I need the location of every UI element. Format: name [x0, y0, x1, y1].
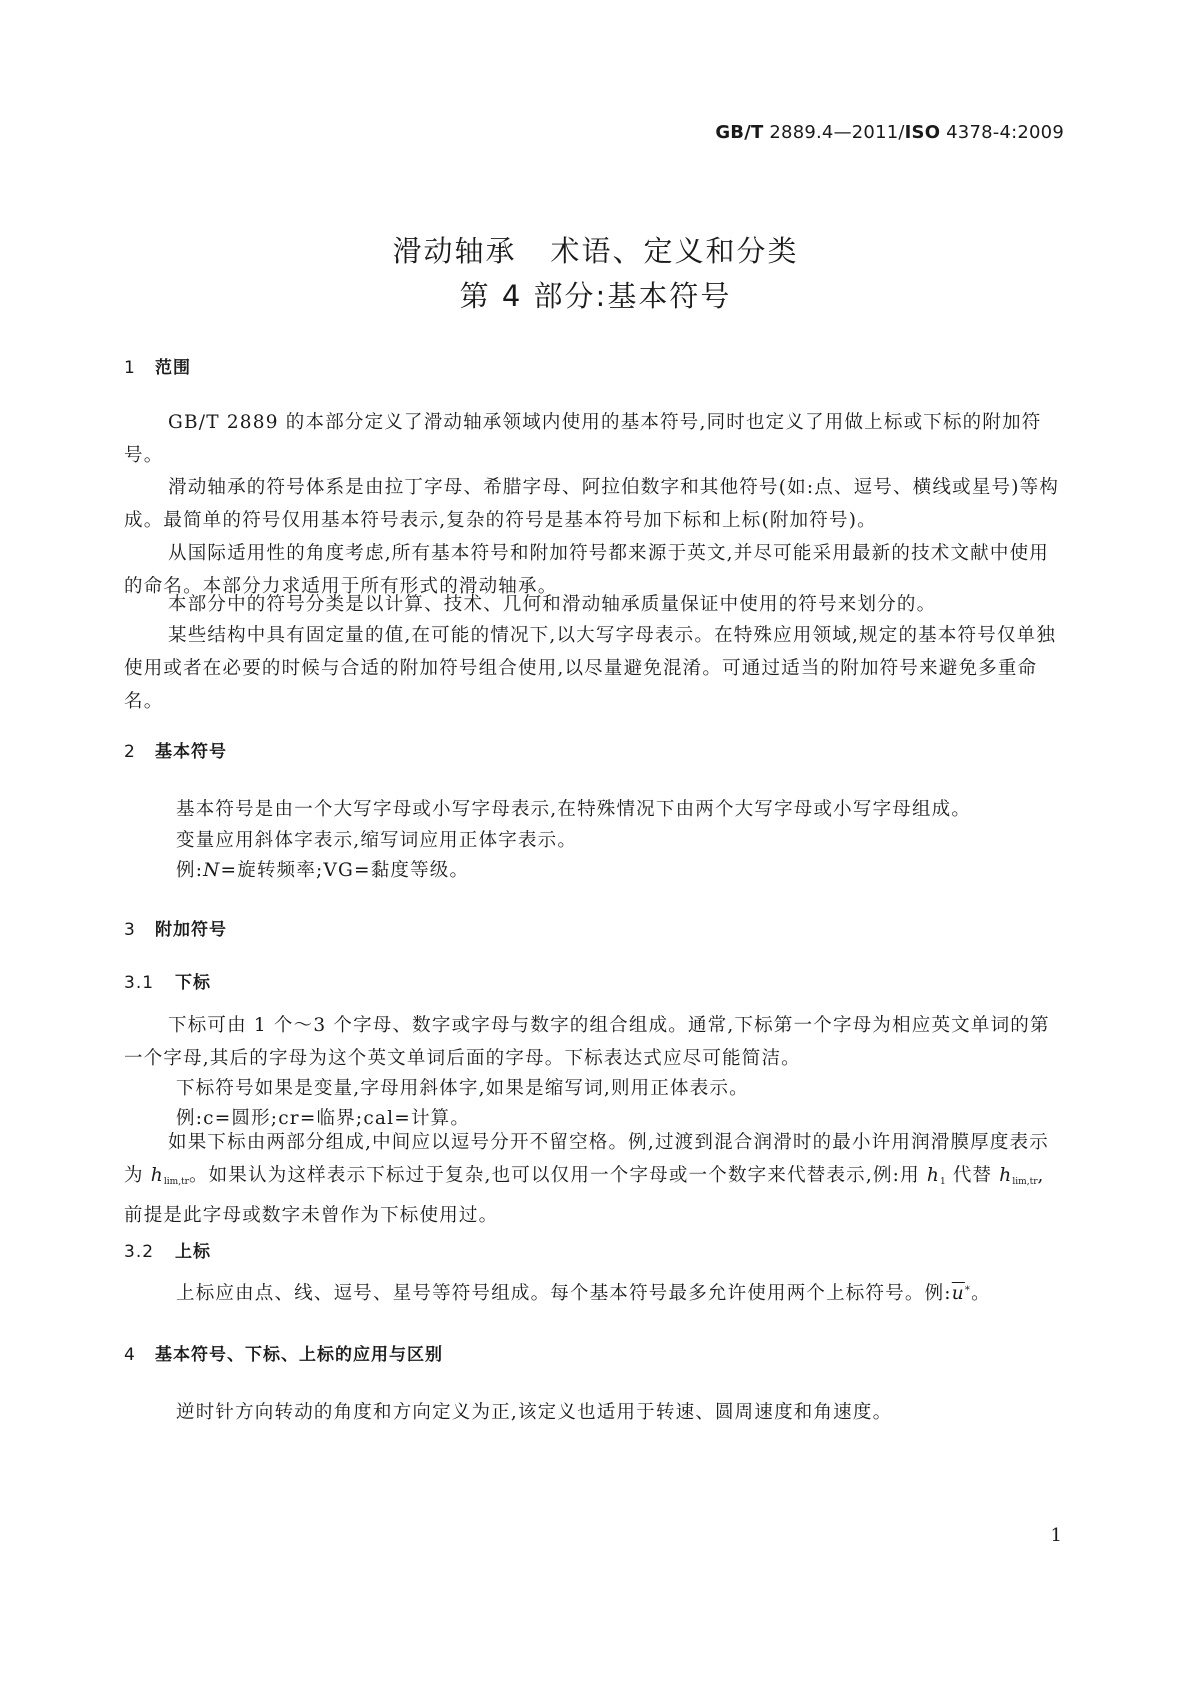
paragraph-basic-2: 变量应用斜体字表示,缩写词应用正体字表示。 [176, 830, 578, 851]
section-heading-3-2: 3.2 上标 [124, 1242, 211, 1262]
paragraph-superscript-1: 上标应由点、线、逗号、星号等符号组成。每个基本符号最多允许使用两个上标符号。例$:\overline{u}^*$。 [176, 1283, 991, 1304]
paragraph-scope-4: 本部分中的符号分类是以计算、技术、几何和滑动轴承质量保证中使用的符号来划分的。 [168, 594, 937, 615]
paragraph-subscript-1: 下标可由 1 个～3 个字母、数字或字母与数字的组合组成。通常,下标第一个字母为相应英文单词的第一个字母,其后的字母为这个英文单词后面的字母。下标表达式应尽可能简洁。 [124, 1015, 1050, 1069]
section-heading-3-1: 3.1 下标 [124, 973, 211, 993]
paragraph-subscript-3: 如果下标由两部分组成,中间应以逗号分开不留空格。例,过渡到混合润滑时的最小许用润滑膜厚度表示为 $h_{lim,tr}$。如果认为这样表示下标过于复杂,也可以仅用一个字母或一个数字来代替表示,例:用 $h_1$ 代替 $h_{lim,tr}$,前提是此字母或数字未曾作为下标使用过。 [124, 1132, 1049, 1226]
section-heading-4: 4 基本符号、下标、上标的应用与区别 [124, 1345, 443, 1365]
paragraph-subscript-example: 例:c=圆形;cr=临界;cal=计算。 [176, 1108, 471, 1129]
paragraph-scope-1: GB/T 2889 的本部分定义了滑动轴承领域内使用的基本符号,同时也定义了用做上标或下标的附加符号。 [124, 412, 1042, 466]
paragraph-basic-1: 基本符号是由一个大写字母或小写字母表示,在特殊情况下由两个大写字母或小写字母组成。 [176, 799, 972, 820]
section-heading-1: 1 范围 [124, 358, 191, 378]
document-title-line2: 第 4 部分:基本符号 [459, 279, 732, 313]
paragraph-scope-3: 从国际适用性的角度考虑,所有基本符号和附加符号都来源于英文,并尽可能采用最新的技术文献中使用的命名。本部分力求适用于所有形式的滑动轴承。 [124, 543, 1049, 597]
document-title-line1: 滑动轴承 术语、定义和分类 [392, 234, 799, 268]
section-heading-3: 3 附加符号 [124, 920, 227, 940]
paragraph-application-1: 逆时针方向转动的角度和方向定义为正,该定义也适用于转速、圆周速度和角速度。 [176, 1402, 893, 1423]
page-number: 1 [1050, 1525, 1062, 1546]
standard-code: GB/T 2889.4—2011/ISO 4378-4:2009 [715, 122, 1064, 143]
paragraph-scope-5: 某些结构中具有固定量的值,在可能的情况下,以大写字母表示。在特殊应用领域,规定的基本符号仅单独使用或者在必要的时候与合适的附加符号组合使用,以尽量避免混淆。可通过适当的附加符号来避免多重命名。 [124, 625, 1057, 712]
paragraph-basic-example: 例:N=旋转频率;VG=黏度等级。 [176, 860, 470, 881]
section-heading-2: 2 基本符号 [124, 742, 227, 762]
paragraph-subscript-2: 下标符号如果是变量,字母用斜体字,如果是缩写词,则用正体表示。 [176, 1078, 749, 1099]
paragraph-scope-2: 滑动轴承的符号体系是由拉丁字母、希腊字母、阿拉伯数字和其他符号(如:点、逗号、横线或星号)等构成。最简单的符号仅用基本符号表示,复杂的符号是基本符号加下标和上标(附加符号)。 [124, 477, 1060, 531]
